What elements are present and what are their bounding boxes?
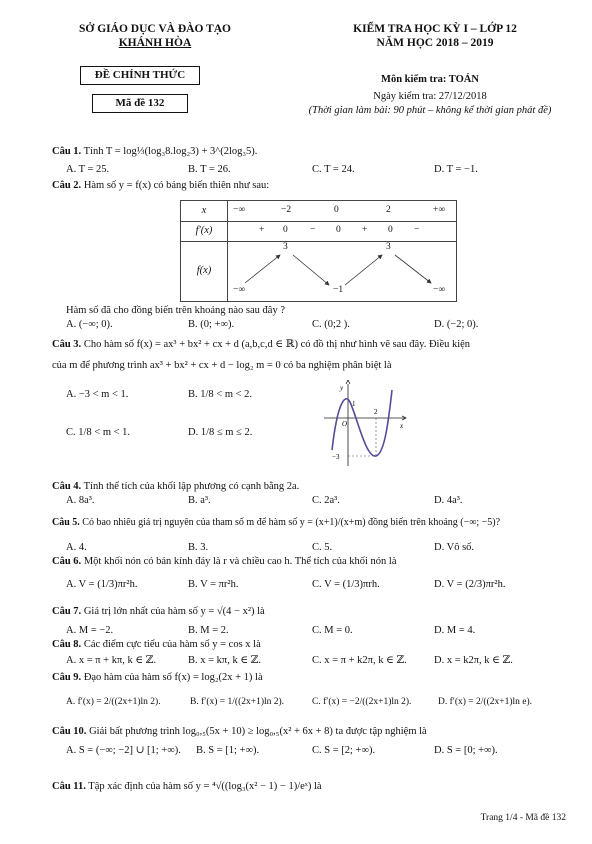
- arrow-down: [293, 255, 329, 285]
- vt-sign: +: [259, 225, 265, 235]
- vt-f-min: −1: [333, 285, 344, 295]
- vt-x-value: +∞: [433, 205, 446, 215]
- vt-x-value: 0: [334, 205, 339, 215]
- vt-sign: +: [362, 225, 368, 235]
- q8-option-b: B. x = kπ, k ∈ ℤ.: [188, 655, 262, 666]
- vt-x-value: −2: [281, 205, 292, 215]
- question-label: Câu 11.: [52, 781, 86, 792]
- q7-option-a: A. M = −2.: [66, 625, 114, 636]
- question-label: Câu 4.: [52, 481, 82, 492]
- q4-option-d: D. 4a³.: [434, 495, 463, 506]
- question-text: Giải bất phương trình log₀,₅(5x + 10) ≥ log₀,₅(x² + 6x + 8) ta được tập nghiệm là: [89, 726, 427, 737]
- q3-option-a: A. −3 < m < 1.: [66, 389, 129, 400]
- question-text: Các điểm cực tiểu của hàm số y = cos x là: [83, 639, 261, 650]
- question-label: Câu 5.: [52, 517, 80, 528]
- question-1: [52, 145, 257, 158]
- q8-option-d: D. x = k2π, k ∈ ℤ.: [434, 655, 513, 666]
- q7-option-d: D. M = 4.: [434, 625, 476, 636]
- q5-option-d: D. Vô số.: [434, 542, 475, 553]
- q2-question: Hàm số đã cho đồng biến trên khoảng nào sau đây ?: [66, 305, 285, 316]
- vt-sign: 0: [283, 225, 288, 235]
- question-5: [52, 516, 500, 529]
- question-text: Hàm số y = f(x) có bảng biến thiên như sau:: [83, 180, 270, 191]
- question-label: Câu 10.: [52, 726, 87, 737]
- q9-option-c: C. f′(x) = −2/((2x+1)ln 2).: [312, 697, 412, 707]
- question-text: Tập xác định của hàm số y = ⁴√((log₃(x² − 1) − 1)/eˣ) là: [88, 781, 322, 792]
- question-label: Câu 6.: [52, 556, 82, 567]
- subject: Môn kiểm tra: TOÁN: [381, 74, 479, 85]
- q2-option-d: D. (−2; 0).: [434, 319, 479, 330]
- q7-option-b: B. M = 2.: [188, 625, 229, 636]
- question-9: [52, 671, 263, 684]
- question-2: [52, 179, 269, 192]
- department-name: SỞ GIÁO DỤC VÀ ĐÀO TẠO: [79, 23, 231, 35]
- vt-arrows: [181, 201, 456, 301]
- question-text: Có bao nhiêu giá trị nguyên của tham số m để hàm số y = (x+1)/(x+m) đồng biến trên khoảng (−∞; −5)?: [82, 517, 501, 528]
- y-tick-label: 1: [352, 400, 356, 408]
- origin-label: O: [342, 420, 348, 428]
- cubic-graph: [320, 380, 410, 470]
- vt-sign: −: [310, 225, 316, 235]
- school-year: NĂM HỌC 2018 – 2019: [376, 37, 494, 49]
- q10-option-a: A. S = (−∞; −2] ∪ [1; +∞).: [66, 745, 181, 756]
- y-axis-label: y: [340, 384, 344, 392]
- q6-option-a: A. V = (1/3)πr²h.: [66, 579, 138, 590]
- vt-x-value: −∞: [233, 205, 246, 215]
- exam-date: Ngày kiểm tra: 27/12/2018: [373, 91, 487, 102]
- q1-option-d: D. T = −1.: [434, 164, 478, 175]
- y-arrow-icon: [346, 380, 350, 384]
- exam-duration: (Thời gian làm bài: 90 phút – không kể thời gian phát đề): [308, 105, 552, 116]
- question-label: Câu 1.: [52, 146, 82, 157]
- vt-sign: −: [414, 225, 420, 235]
- q3-option-b: B. 1/8 < m < 2.: [188, 389, 253, 400]
- vt-x-value: 2: [386, 205, 391, 215]
- question-8: [52, 638, 261, 651]
- q2-option-c: C. (0;2 ).: [312, 319, 350, 330]
- official-box: ĐỀ CHÍNH THỨC: [80, 66, 200, 85]
- question-text: Cho hàm số f(x) = ax³ + bx² + cx + d (a,b,c,d ∈ ℝ) có đồ thị như hình vẽ sau đây. Điều kiện: [83, 339, 471, 350]
- cubic-curve: [332, 390, 392, 456]
- q9-option-b: B. f′(x) = 1/((2x+1)ln 2).: [190, 697, 285, 707]
- vt-f-label: f(x): [181, 241, 228, 301]
- q3-text-line2: của m để phương trình ax³ + bx² + cx + d − log₂ m = 0 có ba nghiệm phân biệt là: [52, 360, 392, 371]
- vt-f-min: −∞: [433, 285, 446, 295]
- q7-option-c: C. M = 0.: [312, 625, 353, 636]
- q10-option-c: C. S = [2; +∞).: [312, 745, 376, 756]
- q1-option-b: B. T = 26.: [188, 164, 231, 175]
- exam-title: KIỂM TRA HỌC KỲ I – LỚP 12: [353, 23, 517, 35]
- vt-f-max: 3: [283, 242, 288, 252]
- question-text: Tính T = log⅓(log₃8.log₂3) + 3^(2log₃5).: [83, 146, 258, 157]
- question-10: [52, 725, 427, 738]
- vt-f-max: 3: [386, 242, 391, 252]
- q4-option-c: C. 2a³.: [312, 495, 340, 506]
- q6-option-b: B. V = πr²h.: [188, 579, 239, 590]
- arrow-up: [345, 255, 382, 285]
- vt-sign: 0: [388, 225, 393, 235]
- q10-option-b: B. S = [1; +∞).: [196, 745, 260, 756]
- q6-option-c: C. V = (1/3)πrh.: [312, 579, 380, 590]
- arrow-up: [245, 255, 280, 283]
- header-left: [40, 22, 270, 50]
- q5-option-b: B. 3.: [188, 542, 209, 553]
- question-text: Giá trị lớn nhất của hàm số y = √(4 − x²) là: [83, 606, 265, 617]
- q3-option-c: C. 1/8 < m < 1.: [66, 427, 131, 438]
- q1-option-c: C. T = 24.: [312, 164, 355, 175]
- province-name: KHÁNH HÒA: [118, 37, 192, 49]
- vt-x-label: x: [181, 201, 228, 221]
- arrow-down: [395, 255, 431, 283]
- q9-option-a: A. f′(x) = 2/((2x+1)ln 2).: [66, 697, 161, 707]
- vt-fprime-label: f′(x): [181, 221, 228, 241]
- question-4: [52, 480, 299, 493]
- q2-option-b: B. (0; +∞).: [188, 319, 235, 330]
- header-right: [300, 22, 570, 50]
- q4-option-a: A. 8a³.: [66, 495, 95, 506]
- variation-table: [180, 200, 457, 302]
- y-tick-label: −3: [332, 453, 340, 461]
- q4-option-b: B. a³.: [188, 495, 211, 506]
- x-tick-label: 2: [374, 408, 378, 416]
- question-label: Câu 9.: [52, 672, 82, 683]
- question-label: Câu 3.: [52, 339, 82, 350]
- question-6: [52, 555, 397, 568]
- q6-option-d: D. V = (2/3)πr²h.: [434, 579, 506, 590]
- vt-sign: 0: [336, 225, 341, 235]
- page-footer: Trang 1/4 - Mã đề 132: [480, 813, 566, 823]
- question-text: Tính thể tích của khối lập phương có cạnh bằng 2a.: [83, 481, 300, 492]
- question-11: [52, 780, 322, 793]
- q5-option-c: C. 5.: [312, 542, 333, 553]
- question-3: [52, 338, 470, 351]
- q3-option-d: D. 1/8 ≤ m ≤ 2.: [188, 427, 253, 438]
- q5-option-a: A. 4.: [66, 542, 87, 553]
- question-7: [52, 605, 265, 618]
- q8-option-a: A. x = π + kπ, k ∈ ℤ.: [66, 655, 157, 666]
- question-label: Câu 7.: [52, 606, 82, 617]
- exam-code-box: Mã đề 132: [92, 94, 188, 113]
- question-text: Đạo hàm của hàm số f(x) = log₂(2x + 1) là: [83, 672, 263, 683]
- q9-option-d: D. f′(x) = 2/((2x+1)ln e).: [438, 697, 533, 707]
- question-label: Câu 8.: [52, 639, 82, 650]
- q10-option-d: D. S = [0; +∞).: [434, 745, 498, 756]
- q2-option-a: A. (−∞; 0).: [66, 319, 113, 330]
- question-text: Một khối nón có bán kính đáy là r và chiều cao h. Thể tích của khối nón là: [83, 556, 397, 567]
- q8-option-c: C. x = π + k2π, k ∈ ℤ.: [312, 655, 407, 666]
- x-axis-label: x: [400, 422, 404, 430]
- q1-option-a: A. T = 25.: [66, 164, 110, 175]
- vt-f-min: −∞: [233, 285, 246, 295]
- question-label: Câu 2.: [52, 180, 82, 191]
